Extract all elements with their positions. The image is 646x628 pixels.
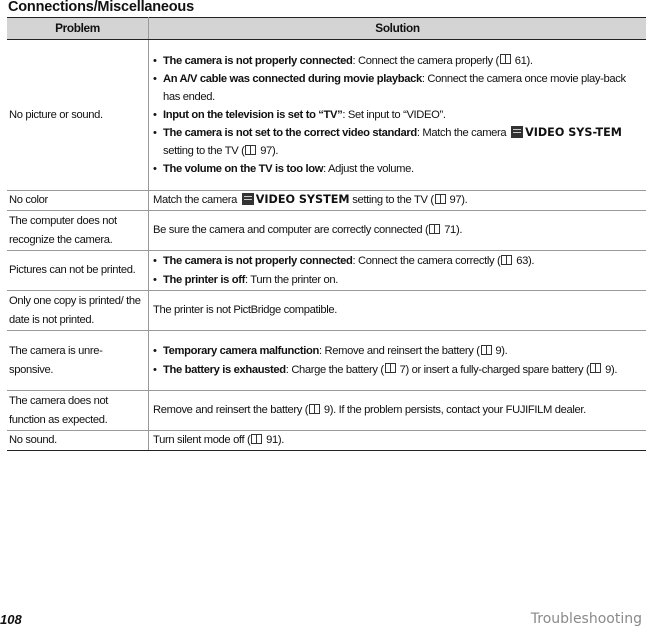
solution-text: Match the camera [153, 194, 237, 207]
solution-text: The printer is not PictBridge compatible. [153, 304, 338, 317]
remedy-text: : Charge the battery ( [285, 363, 384, 376]
book-reference-icon [245, 145, 256, 155]
page-reference: 97 [260, 145, 272, 158]
setup-menu-icon [511, 126, 523, 138]
solution-item-text [163, 342, 644, 360]
cause-label: Temporary camera malfunction [163, 345, 319, 358]
solution-text: setting to the TV ( [352, 194, 434, 207]
cause-label: The camera is not properly connected [163, 54, 353, 67]
solution-cell [149, 40, 646, 191]
solution-item-text [163, 271, 644, 289]
cause-label: The volume on the TV is too low [163, 163, 324, 176]
cause-label: The printer is off [163, 273, 245, 286]
book-reference-icon [309, 404, 320, 414]
solution-column-header: Solution [149, 18, 646, 40]
cause-label: The camera is not properly connected [163, 255, 353, 268]
table-row [7, 291, 646, 331]
page-reference: 9 [495, 345, 502, 358]
bullet-marker: • [153, 127, 157, 140]
bullet-marker: • [153, 54, 157, 67]
solution-text: ). [461, 194, 468, 207]
page-reference: 63 [516, 255, 528, 268]
solution-bullet-item [153, 70, 644, 106]
remedy-text: : Connect the camera once movie play-back has ended. [163, 72, 626, 103]
solution-item-text [163, 70, 644, 106]
section-name: Troubleshooting [530, 611, 642, 627]
table-header-row [7, 18, 646, 40]
cause-label: An A/V cable was connected during movie playback [163, 72, 422, 85]
problem-cell: Only one copy is printed/ the date is not printed. [7, 291, 149, 331]
remedy-text: ). [611, 363, 618, 376]
solution-bullet-item [153, 252, 644, 270]
solution-cell [149, 391, 646, 431]
bullet-marker: • [153, 273, 157, 286]
book-reference-icon [501, 255, 512, 265]
cause-label: The camera is not set to the correct video standard [163, 127, 417, 140]
problem-cell: Pictures can not be printed. [7, 251, 149, 291]
solution-bullet-item [153, 160, 644, 178]
solution-text: Turn silent mode off ( [153, 434, 251, 447]
remedy-text: : Connect the camera correctly ( [352, 255, 501, 268]
remedy-text: : Connect the camera properly ( [352, 54, 499, 67]
problem-cell: The camera does not function as expected. [7, 391, 149, 431]
page-number: 108 [0, 612, 22, 627]
table-row [7, 40, 646, 191]
remedy-text: : Match the camera [416, 127, 507, 140]
remedy-text: : Turn the printer on. [244, 273, 339, 286]
solution-text: ). If the problem persists, contact your FUJIFILM dealer. [329, 404, 586, 417]
solution-text: Be sure the camera and computer are correctly connected ( [153, 224, 429, 237]
page-reference: 9 [323, 404, 330, 417]
problem-cell: The camera is unre-sponsive. [7, 331, 149, 391]
problem-cell: No picture or sound. [7, 40, 149, 191]
solution-text: ). [455, 224, 463, 237]
solution-item-text [163, 361, 644, 379]
solution-bullet-item [153, 342, 644, 360]
bullet-marker: • [153, 108, 157, 121]
bullet-marker: • [153, 363, 157, 376]
book-reference-icon [500, 54, 511, 64]
remedy-text: ). [526, 54, 533, 67]
cause-label: Input on the television is set to “TV” [163, 108, 343, 121]
cause-label: The battery is exhausted [163, 363, 286, 376]
remedy-text: ) or insert a fully-charged spare battery ( [405, 363, 590, 376]
menu-setting-name: VIDEO SYSTEM [255, 193, 350, 207]
solution-item-text [163, 106, 644, 124]
solution-cell [149, 291, 646, 331]
solution-item-text [163, 252, 644, 270]
book-reference-icon [429, 224, 440, 234]
page-reference: 71 [444, 224, 456, 237]
problem-cell: No sound. [7, 431, 149, 451]
solution-text: Remove and reinsert the battery ( [153, 404, 309, 417]
solution-cell [149, 211, 646, 251]
bullet-marker: • [153, 163, 157, 176]
book-reference-icon [590, 363, 601, 373]
book-reference-icon [251, 434, 262, 444]
setup-menu-icon [242, 193, 254, 205]
bullet-marker: • [153, 255, 157, 268]
book-reference-icon [385, 363, 396, 373]
remedy-text: setting to the TV ( [163, 145, 245, 158]
solution-cell [149, 431, 646, 451]
page-reference: 7 [399, 363, 406, 376]
solution-item-text [163, 124, 644, 160]
table-row [7, 431, 646, 451]
problem-cell: No color [7, 191, 149, 211]
table-row [7, 251, 646, 291]
solution-bullet-item [153, 361, 644, 379]
remedy-text: : Adjust the volume. [323, 163, 414, 176]
bullet-marker: • [153, 345, 157, 358]
table-row [7, 211, 646, 251]
menu-setting-name: VIDEO SYS-TEM [525, 126, 622, 140]
solution-bullet-item [153, 124, 644, 160]
remedy-text: ). [271, 145, 279, 158]
page-title: Connections/Miscellaneous [8, 0, 194, 15]
problem-column-header: Problem [7, 18, 149, 40]
troubleshooting-table [7, 17, 646, 451]
problem-cell: The computer does not recognize the camera. [7, 211, 149, 251]
remedy-text: : Remove and reinsert the battery ( [319, 345, 480, 358]
bullet-marker: • [153, 72, 157, 85]
solution-bullet-item [153, 106, 644, 124]
page-reference: 9 [605, 363, 612, 376]
solution-cell [149, 331, 646, 391]
solution-cell [149, 251, 646, 291]
table-row [7, 191, 646, 211]
remedy-text: : Set input to “VIDEO”. [342, 108, 446, 121]
page-reference: 91 [266, 434, 278, 447]
book-reference-icon [481, 345, 492, 355]
book-reference-icon [435, 194, 446, 204]
page-reference: 97 [449, 194, 462, 207]
solution-bullet-item [153, 52, 644, 70]
solution-cell [149, 191, 646, 211]
table-row [7, 331, 646, 391]
solution-text: ). [277, 434, 285, 447]
solution-bullet-item [153, 271, 644, 289]
page-reference: 61 [514, 54, 527, 67]
table-row [7, 391, 646, 431]
remedy-text: ). [501, 345, 508, 358]
solution-item-text [163, 160, 644, 178]
solution-item-text [163, 52, 644, 70]
remedy-text: ). [527, 255, 535, 268]
